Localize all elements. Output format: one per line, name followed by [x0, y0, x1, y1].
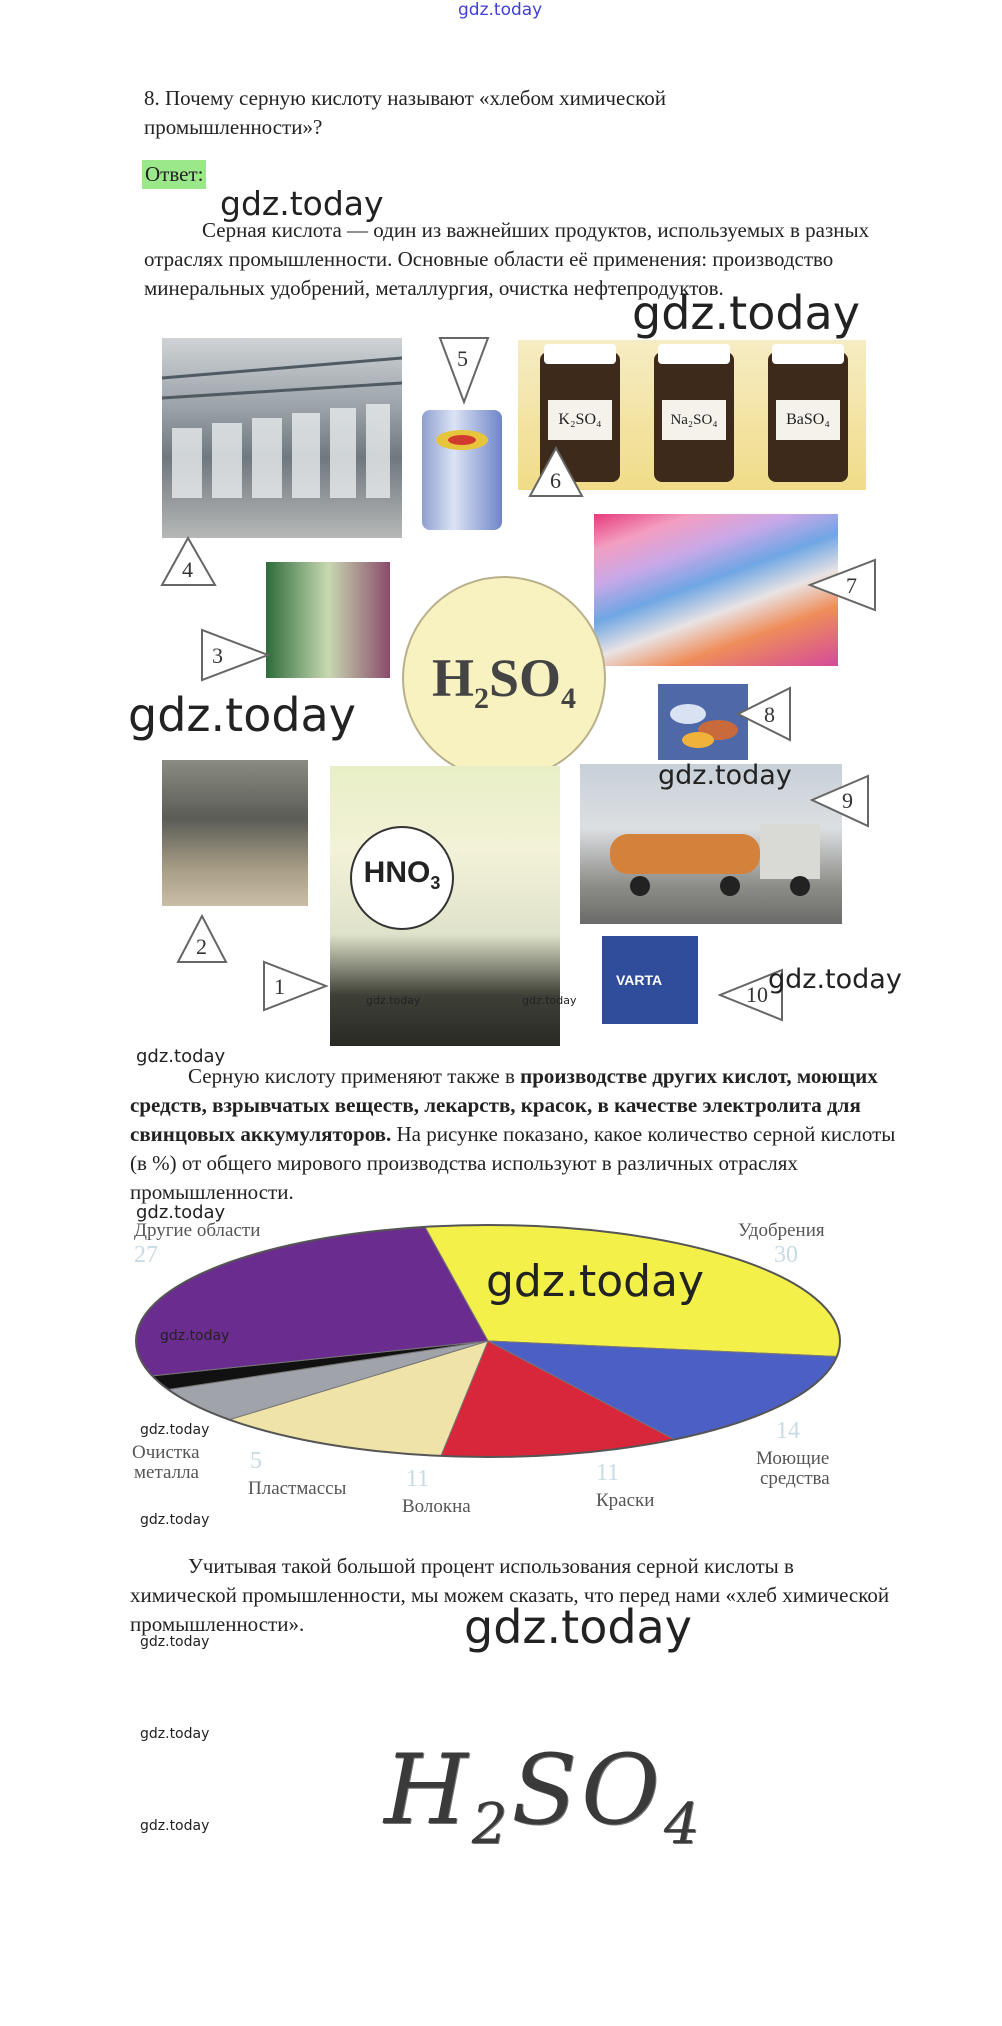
callout-number: 6 [550, 468, 561, 493]
callout-number: 5 [457, 346, 468, 371]
pie-value: 5 [250, 1448, 262, 1474]
pie-value: 11 [596, 1460, 620, 1486]
jar-label: Na₂SO₄ [662, 400, 726, 440]
pie-label: Пластмассы [248, 1478, 347, 1499]
pie-value: 11 [406, 1466, 430, 1492]
jar-label: BaSO₄ [776, 400, 840, 440]
pie-label: Очистка [132, 1442, 200, 1463]
paragraph-3: Учитывая такой большой процент использования серной кислоты в химической промышленности, мы можем сказать, что перед нами «хлеб химической промышленности». [130, 1554, 890, 1636]
callout-triangle-9 [812, 776, 868, 826]
h2so4-circle: $H_2SO_4$ [402, 576, 606, 780]
watermark: gdz.today [128, 688, 356, 742]
watermark: gdz.today [140, 1422, 210, 1438]
callout-markers [140, 330, 880, 1040]
pie-label: Другие области [134, 1220, 261, 1241]
watermark: gdz.today [140, 1634, 210, 1650]
battery-brand: VARTA [616, 972, 663, 988]
pie-value: 14 [776, 1418, 800, 1444]
watermark: gdz.today [136, 1046, 226, 1067]
callout-number: 2 [196, 934, 207, 959]
watermark: gdz.today [522, 994, 577, 1007]
watermark: gdz.today [464, 1600, 692, 1654]
question-text: 8. Почему серную кислоту называют «хлебом химической промышленности»? [144, 86, 666, 139]
pie-value: 30 [774, 1242, 798, 1268]
site-header[interactable]: gdz.today [458, 0, 543, 20]
callout-number: 1 [274, 974, 285, 999]
watermark: gdz.today [160, 1328, 230, 1344]
pie-label: Моющие [756, 1448, 830, 1469]
uses-figure [140, 330, 880, 1040]
paragraph-2: Серную кислоту применяют также в производстве других кислот, моющих средств, взрывчатых веществ, лекарств, красок, в качестве электролита для свинцовых аккумуляторов. На рисунке показано, какое количество серной кислоты (в %) от общего мирового производства используют в различных отраслях промышленности. [130, 1064, 896, 1204]
hno3-label: $HNO_3$ [350, 826, 454, 930]
watermark: gdz.today [658, 760, 792, 791]
callout-number: 3 [212, 643, 223, 668]
watermark: gdz.today [486, 1256, 705, 1307]
pie-label: средства [760, 1468, 830, 1489]
watermark: gdz.today [140, 1818, 210, 1834]
callout-triangle-7 [810, 560, 875, 610]
callout-number: 9 [842, 788, 853, 813]
jar-label: K₂SO₄ [548, 400, 612, 440]
callout-number: 4 [182, 557, 193, 582]
pie-label: Удобрения [738, 1220, 825, 1241]
pie-value: 27 [134, 1242, 158, 1268]
watermark: gdz.today [140, 1726, 210, 1742]
watermark: gdz.today [220, 184, 384, 223]
answer-label: Ответ: [142, 160, 206, 189]
pie-label: Волокна [402, 1496, 471, 1516]
watermark: gdz.today [140, 1512, 210, 1528]
watermark: gdz.today [136, 1202, 226, 1223]
watermark: gdz.today [366, 994, 421, 1007]
callout-number: 7 [846, 573, 857, 598]
watermark: gdz.today [768, 964, 902, 995]
paragraph-1: Серная кислота — один из важнейших продуктов, используемых в разных отраслях промышленности. Основные области её применения: производство минеральных удобрений, металлургия, очистка нефтепродуктов. [144, 218, 870, 300]
pie-label: металла [134, 1462, 199, 1483]
handwritten-formula: $H_2SO_4$ [384, 1734, 704, 1858]
callout-number: 8 [764, 702, 775, 727]
watermark: gdz.today [632, 286, 860, 340]
callout-number: 10 [746, 982, 768, 1007]
pie-label: Краски [596, 1490, 655, 1511]
